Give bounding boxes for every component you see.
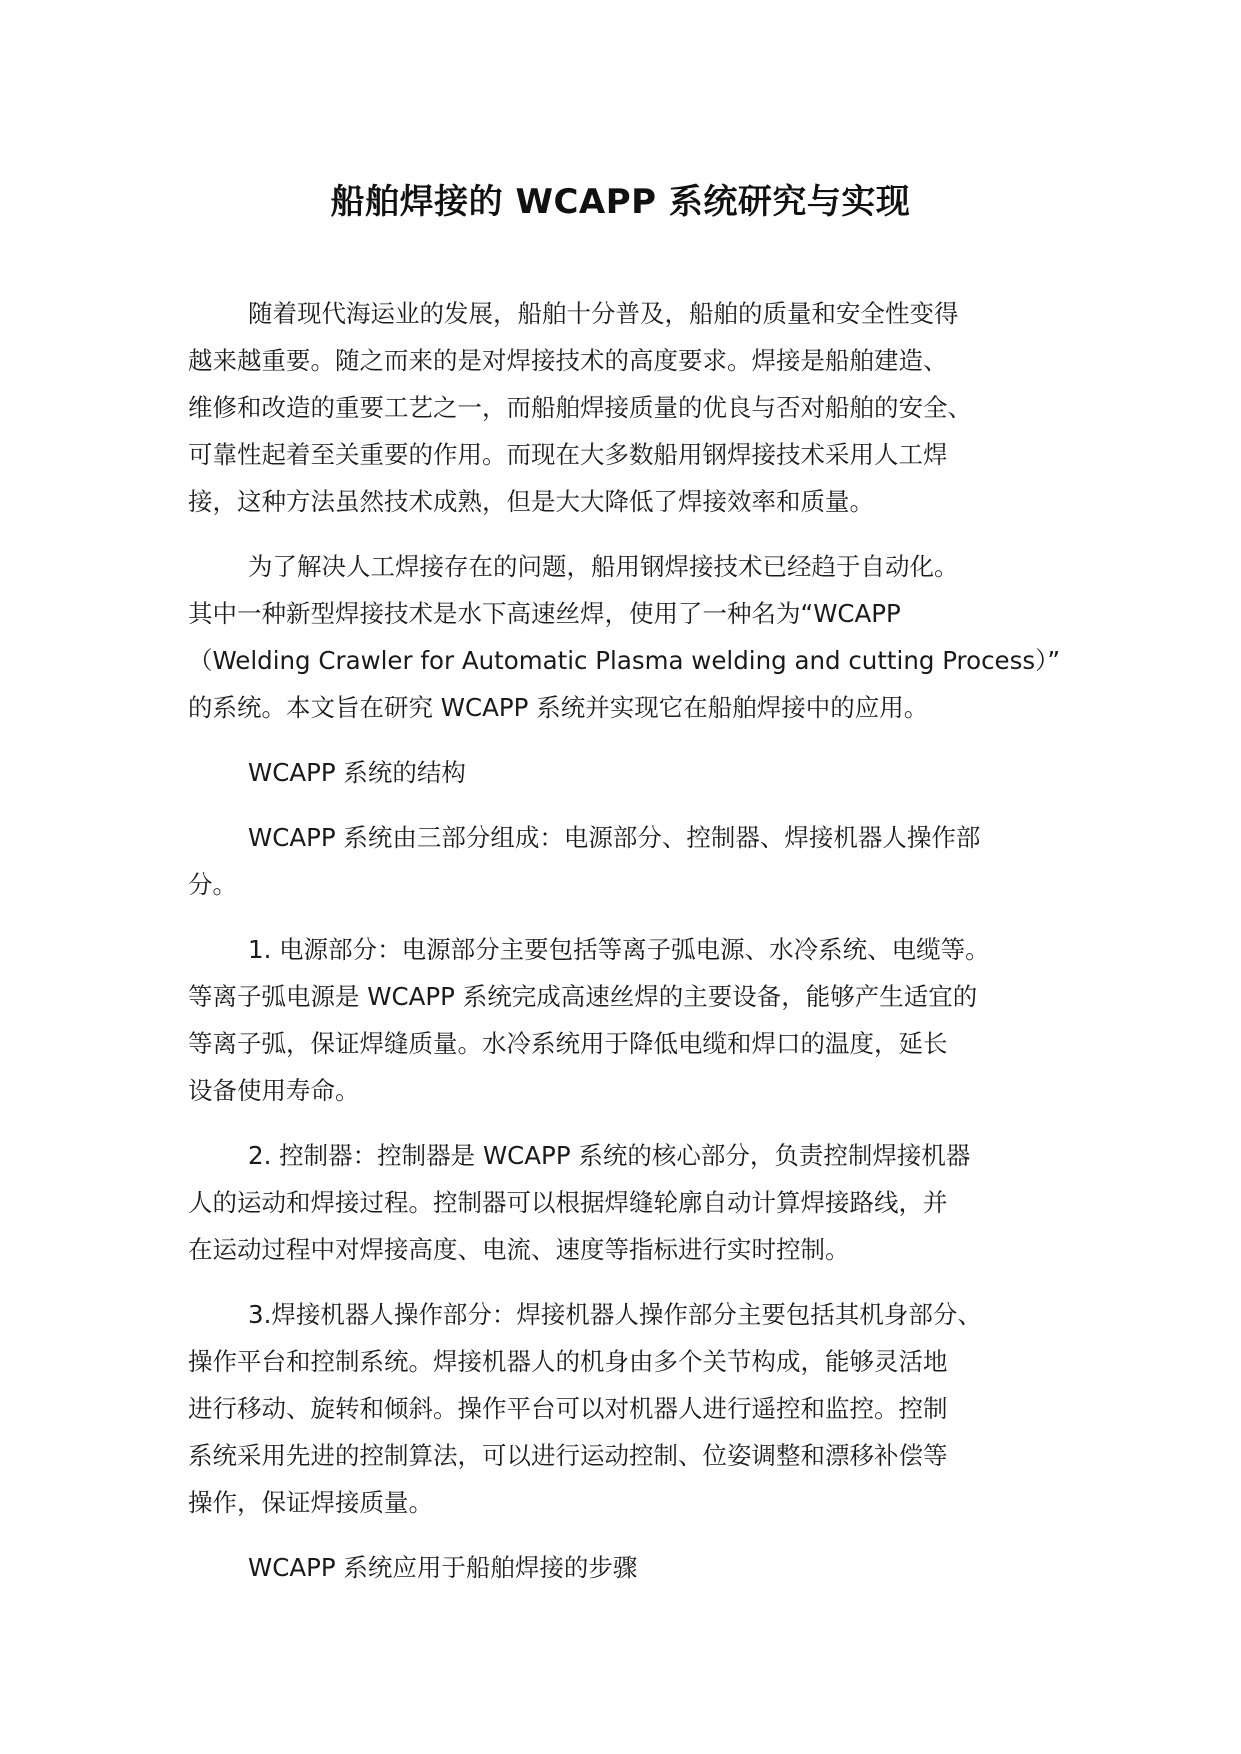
document-body bbox=[188, 290, 1068, 1609]
paragraph-controller bbox=[188, 1132, 1068, 1273]
section-heading-structure bbox=[188, 749, 1068, 796]
paragraph-composition bbox=[188, 814, 1068, 908]
text-line: （Welding Crawler for Automatic Plasma welding and cutting Process）” bbox=[188, 646, 1061, 675]
text-line: WCAPP 系统由三部分组成：电源部分、控制器、焊接机器人操作部 bbox=[248, 823, 981, 852]
text-line: 的系统。本文旨在研究 WCAPP 系统并实现它在船舶焊接中的应用。 bbox=[188, 693, 929, 722]
text-line: 其中一种新型焊接技术是水下高速丝焊，使用了一种名为“WCAPP bbox=[188, 599, 901, 628]
text-line: 随着现代海运业的发展，船舶十分普及，船舶的质量和安全性变得 bbox=[248, 299, 959, 328]
text-line: 接，这种方法虽然技术成熟，但是大大降低了焊接效率和质量。 bbox=[188, 487, 874, 516]
text-line: 人的运动和焊接过程。控制器可以根据焊缝轮廓自动计算焊接路线，并 bbox=[188, 1188, 948, 1217]
text-line: WCAPP 系统应用于船舶焊接的步骤 bbox=[248, 1553, 638, 1582]
text-line: 2. 控制器：控制器是 WCAPP 系统的核心部分，负责控制焊接机器 bbox=[248, 1141, 971, 1170]
paragraph-robot-operation bbox=[188, 1291, 1068, 1526]
text-line: 系统采用先进的控制算法，可以进行运动控制、位姿调整和漂移补偿等 bbox=[188, 1441, 948, 1470]
text-line: 等离子弧电源是 WCAPP 系统完成高速丝焊的主要设备，能够产生适宜的 bbox=[188, 982, 978, 1011]
text-line: 维修和改造的重要工艺之一，而船舶焊接质量的优良与否对船舶的安全、 bbox=[188, 393, 972, 422]
document-title: 船舶焊接的 WCAPP 系统研究与实现 bbox=[330, 182, 911, 222]
paragraph-purpose bbox=[188, 543, 1068, 731]
text-line: 分。 bbox=[188, 870, 237, 899]
text-line: 操作平台和控制系统。焊接机器人的机身由多个关节构成，能够灵活地 bbox=[188, 1347, 948, 1376]
text-line: 1. 电源部分：电源部分主要包括等离子弧电源、水冷系统、电缆等。 bbox=[248, 935, 990, 964]
text-line: 越来越重要。随之而来的是对焊接技术的高度要求。焊接是船舶建造、 bbox=[188, 346, 948, 375]
text-line: 设备使用寿命。 bbox=[188, 1076, 360, 1105]
section-heading-steps bbox=[188, 1544, 1068, 1591]
text-line: 3.焊接机器人操作部分：焊接机器人操作部分主要包括其机身部分、 bbox=[248, 1300, 982, 1329]
text-line: 进行移动、旋转和倾斜。操作平台可以对机器人进行遥控和监控。控制 bbox=[188, 1394, 948, 1423]
text-line: 在运动过程中对焊接高度、电流、速度等指标进行实时控制。 bbox=[188, 1235, 850, 1264]
text-line: 等离子弧，保证焊缝质量。水冷系统用于降低电缆和焊口的温度，延长 bbox=[188, 1029, 948, 1058]
text-line: WCAPP 系统的结构 bbox=[248, 758, 466, 787]
text-line: 为了解决人工焊接存在的问题，船用钢焊接技术已经趋于自动化。 bbox=[248, 552, 959, 581]
paragraph-power-supply bbox=[188, 926, 1068, 1114]
text-line: 操作，保证焊接质量。 bbox=[188, 1488, 433, 1517]
paragraph-intro bbox=[188, 290, 1068, 525]
text-line: 可靠性起着至关重要的作用。而现在大多数船用钢焊接技术采用人工焊 bbox=[188, 440, 948, 469]
